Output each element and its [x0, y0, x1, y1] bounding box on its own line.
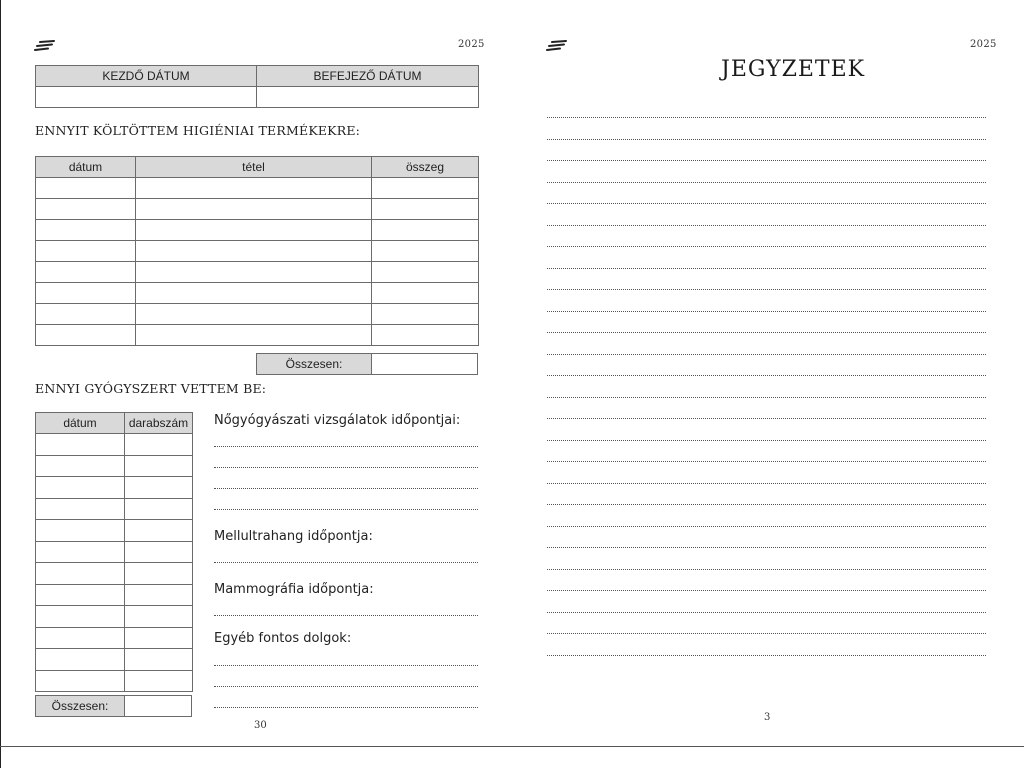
date-cell[interactable]	[36, 434, 125, 456]
amount-cell[interactable]	[372, 325, 479, 346]
note-line[interactable]	[547, 354, 986, 355]
note-line[interactable]	[547, 418, 986, 419]
date-cell[interactable]	[36, 241, 136, 262]
note-line[interactable]	[547, 225, 986, 226]
table-row	[36, 304, 479, 325]
medicine-col-date: dátum	[36, 413, 125, 434]
note-line[interactable]	[547, 655, 986, 656]
date-cell[interactable]	[36, 325, 136, 346]
gyn-line-4[interactable]	[214, 509, 478, 510]
count-cell[interactable]	[125, 520, 193, 542]
hygiene-col-item: tétel	[136, 157, 372, 178]
medicine-table	[35, 412, 193, 692]
table-row	[36, 520, 193, 542]
item-cell[interactable]	[136, 283, 372, 304]
start-date-header: KEZDŐ DÁTUM	[36, 66, 257, 87]
note-line[interactable]	[547, 440, 986, 441]
count-cell[interactable]	[125, 649, 193, 671]
hygiene-expense-table	[35, 156, 479, 346]
table-row	[36, 649, 193, 671]
mammography-label: Mammográfia időpontja:	[214, 582, 374, 597]
amount-cell[interactable]	[372, 262, 479, 283]
table-row	[36, 670, 193, 692]
end-date-cell[interactable]	[257, 87, 479, 108]
note-line[interactable]	[547, 547, 986, 548]
table-row	[36, 241, 479, 262]
table-row	[36, 584, 193, 606]
date-cell[interactable]	[36, 220, 136, 241]
table-row	[36, 220, 479, 241]
table-row	[36, 498, 193, 520]
end-date-header: BEFEJEZŐ DÁTUM	[257, 66, 479, 87]
hygiene-section-title: ENNYIT KÖLTÖTTEM HIGIÉNIAI TERMÉKEKRE:	[35, 123, 361, 138]
start-date-cell[interactable]	[36, 87, 257, 108]
amount-cell[interactable]	[372, 283, 479, 304]
gyn-line-2[interactable]	[214, 467, 478, 468]
amount-cell[interactable]	[372, 220, 479, 241]
note-line[interactable]	[547, 569, 986, 570]
ultrasound-line[interactable]	[214, 562, 478, 563]
date-cell[interactable]	[36, 541, 125, 563]
left-year: 2025	[458, 39, 485, 50]
count-cell[interactable]	[125, 455, 193, 477]
item-cell[interactable]	[136, 241, 372, 262]
date-cell[interactable]	[36, 455, 125, 477]
table-row	[36, 325, 479, 346]
table-row	[36, 541, 193, 563]
other-line-2[interactable]	[214, 686, 478, 687]
brush-stroke-logo-icon	[34, 40, 56, 52]
note-line[interactable]	[547, 526, 986, 527]
count-cell[interactable]	[125, 498, 193, 520]
note-line[interactable]	[547, 461, 986, 462]
medicine-col-count: darabszám	[125, 413, 193, 434]
hygiene-total-value[interactable]	[371, 353, 478, 375]
date-cell[interactable]	[36, 304, 136, 325]
hygiene-col-amount: összeg	[372, 157, 479, 178]
hygiene-col-date: dátum	[36, 157, 136, 178]
mammography-line[interactable]	[214, 615, 478, 616]
note-line[interactable]	[547, 397, 986, 398]
right-page-number: 3	[764, 712, 771, 723]
date-cell[interactable]	[36, 283, 136, 304]
note-line[interactable]	[547, 612, 986, 613]
notes-page-title: JEGYZETEK	[721, 57, 866, 82]
note-line[interactable]	[547, 311, 986, 312]
date-cell[interactable]	[36, 670, 125, 692]
count-cell[interactable]	[125, 670, 193, 692]
notes-lines-area	[547, 0, 986, 768]
item-cell[interactable]	[136, 220, 372, 241]
note-line[interactable]	[547, 332, 986, 333]
note-line[interactable]	[547, 160, 986, 161]
count-cell[interactable]	[125, 584, 193, 606]
table-row	[36, 455, 193, 477]
amount-cell[interactable]	[372, 304, 479, 325]
item-cell[interactable]	[136, 325, 372, 346]
amount-cell[interactable]	[372, 241, 479, 262]
hygiene-total-label: Összesen:	[256, 353, 372, 375]
other-line-3[interactable]	[214, 707, 478, 708]
note-line[interactable]	[547, 590, 986, 591]
medicine-total-value[interactable]	[124, 695, 192, 717]
date-cell[interactable]	[36, 649, 125, 671]
table-row	[36, 434, 193, 456]
date-cell[interactable]	[36, 563, 125, 585]
date-cell[interactable]	[36, 178, 136, 199]
amount-cell[interactable]	[372, 178, 479, 199]
note-line[interactable]	[547, 203, 986, 204]
note-line[interactable]	[547, 504, 986, 505]
date-cell[interactable]	[36, 520, 125, 542]
note-line[interactable]	[547, 633, 986, 634]
note-line[interactable]	[547, 375, 986, 376]
table-row	[36, 283, 479, 304]
table-row	[36, 199, 479, 220]
medicine-total-label: Összesen:	[35, 695, 125, 717]
date-cell[interactable]	[36, 498, 125, 520]
date-cell[interactable]	[36, 199, 136, 220]
left-page-number: 30	[254, 720, 267, 731]
note-line[interactable]	[547, 268, 986, 269]
table-row	[36, 178, 479, 199]
table-row	[36, 563, 193, 585]
other-line-1[interactable]	[214, 665, 478, 666]
note-line[interactable]	[547, 182, 986, 183]
gyn-line-1[interactable]	[214, 446, 478, 447]
note-line[interactable]	[547, 139, 986, 140]
count-cell[interactable]	[125, 541, 193, 563]
table-row	[36, 262, 479, 283]
note-line[interactable]	[547, 117, 986, 118]
amount-cell[interactable]	[372, 199, 479, 220]
item-cell[interactable]	[136, 262, 372, 283]
medicine-section-title: ENNYI GYÓGYSZERT VETTEM BE:	[35, 381, 267, 396]
note-line[interactable]	[547, 246, 986, 247]
right-year: 2025	[970, 39, 997, 50]
date-cell[interactable]	[36, 606, 125, 628]
book-spine-line	[0, 0, 1, 768]
gyn-line-3[interactable]	[214, 488, 478, 489]
count-cell[interactable]	[125, 563, 193, 585]
count-cell[interactable]	[125, 606, 193, 628]
date-cell[interactable]	[36, 627, 125, 649]
ultrasound-label: Mellultrahang időpontja:	[214, 529, 373, 544]
item-cell[interactable]	[136, 199, 372, 220]
table-row	[36, 606, 193, 628]
gyn-appointments-label: Nőgyógyászati vizsgálatok időpontjai:	[214, 413, 461, 428]
date-cell[interactable]	[36, 477, 125, 499]
table-row	[36, 477, 193, 499]
count-cell[interactable]	[125, 627, 193, 649]
count-cell[interactable]	[125, 477, 193, 499]
other-important-label: Egyéb fontos dolgok:	[214, 631, 352, 646]
item-cell[interactable]	[136, 178, 372, 199]
note-line[interactable]	[547, 289, 986, 290]
item-cell[interactable]	[136, 304, 372, 325]
date-cell[interactable]	[36, 584, 125, 606]
count-cell[interactable]	[125, 434, 193, 456]
date-cell[interactable]	[36, 262, 136, 283]
note-line[interactable]	[547, 483, 986, 484]
date-range-table	[35, 65, 479, 108]
table-row	[36, 627, 193, 649]
